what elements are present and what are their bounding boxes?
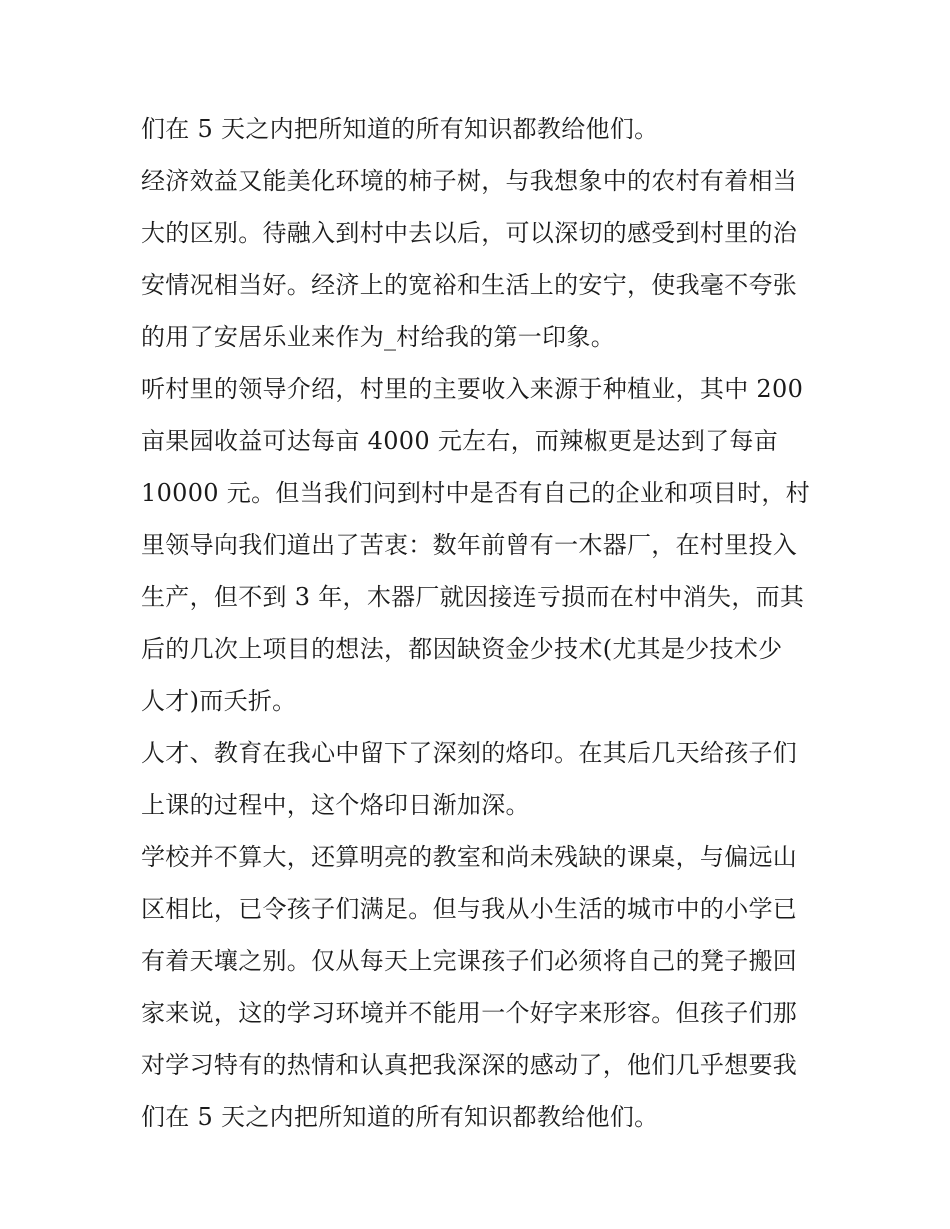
- text-line: 对学习特有的热情和认真把我深深的感动了，他们几乎想要我: [141, 1051, 798, 1079]
- text-line: 里领导向我们道出了苦衷：数年前曾有一木器厂，在村里投入: [141, 531, 798, 559]
- text-line: 区相比，已令孩子们满足。但与我从小生活的城市中的小学已: [141, 895, 798, 923]
- text-line: 后的几次上项目的想法，都因缺资金少技术(尤其是少技术少: [141, 635, 783, 663]
- text-line: 10000 元。但当我们问到村中是否有自己的企业和项目时，村: [141, 479, 810, 507]
- text-line: 们在 5 天之内把所知道的所有知识都教给他们。: [141, 115, 659, 143]
- text-line: 生产，但不到 3 年，木器厂就因接连亏损而在村中消失，而其: [141, 583, 805, 611]
- text-line: 亩果园收益可达每亩 4000 元左右，而辣椒更是达到了每亩: [141, 427, 779, 455]
- text-line: 有着天壤之别。仅从每天上完课孩子们必须将自己的凳子搬回: [141, 947, 798, 975]
- text-line: 听村里的领导介绍，村里的主要收入来源于种植业，其中 200: [141, 375, 804, 403]
- text-line: 们在 5 天之内把所知道的所有知识都教给他们。: [141, 1103, 659, 1131]
- text-line: 家来说，这的学习环境并不能用一个好字来形容。但孩子们那: [141, 999, 798, 1027]
- text-line: 学校并不算大，还算明亮的教室和尚未残缺的课桌，与偏远山: [141, 843, 798, 871]
- text-line: 的用了安居乐业来作为_村给我的第一印象。: [141, 323, 615, 351]
- text-line: 经济效益又能美化环境的柿子树，与我想象中的农村有着相当: [141, 167, 798, 195]
- text-line: 大的区别。待融入到村中去以后，可以深切的感受到村里的治: [141, 219, 798, 247]
- text-line: 上课的过程中，这个烙印日渐加深。: [141, 791, 530, 819]
- text-line: 安情况相当好。经济上的宽裕和生活上的安宁，使我毫不夸张: [141, 271, 798, 299]
- body-text: [141, 103, 816, 1143]
- text-line: 人才)而夭折。: [141, 687, 297, 715]
- text-line: 人才、教育在我心中留下了深刻的烙印。在其后几天给孩子们: [141, 739, 798, 767]
